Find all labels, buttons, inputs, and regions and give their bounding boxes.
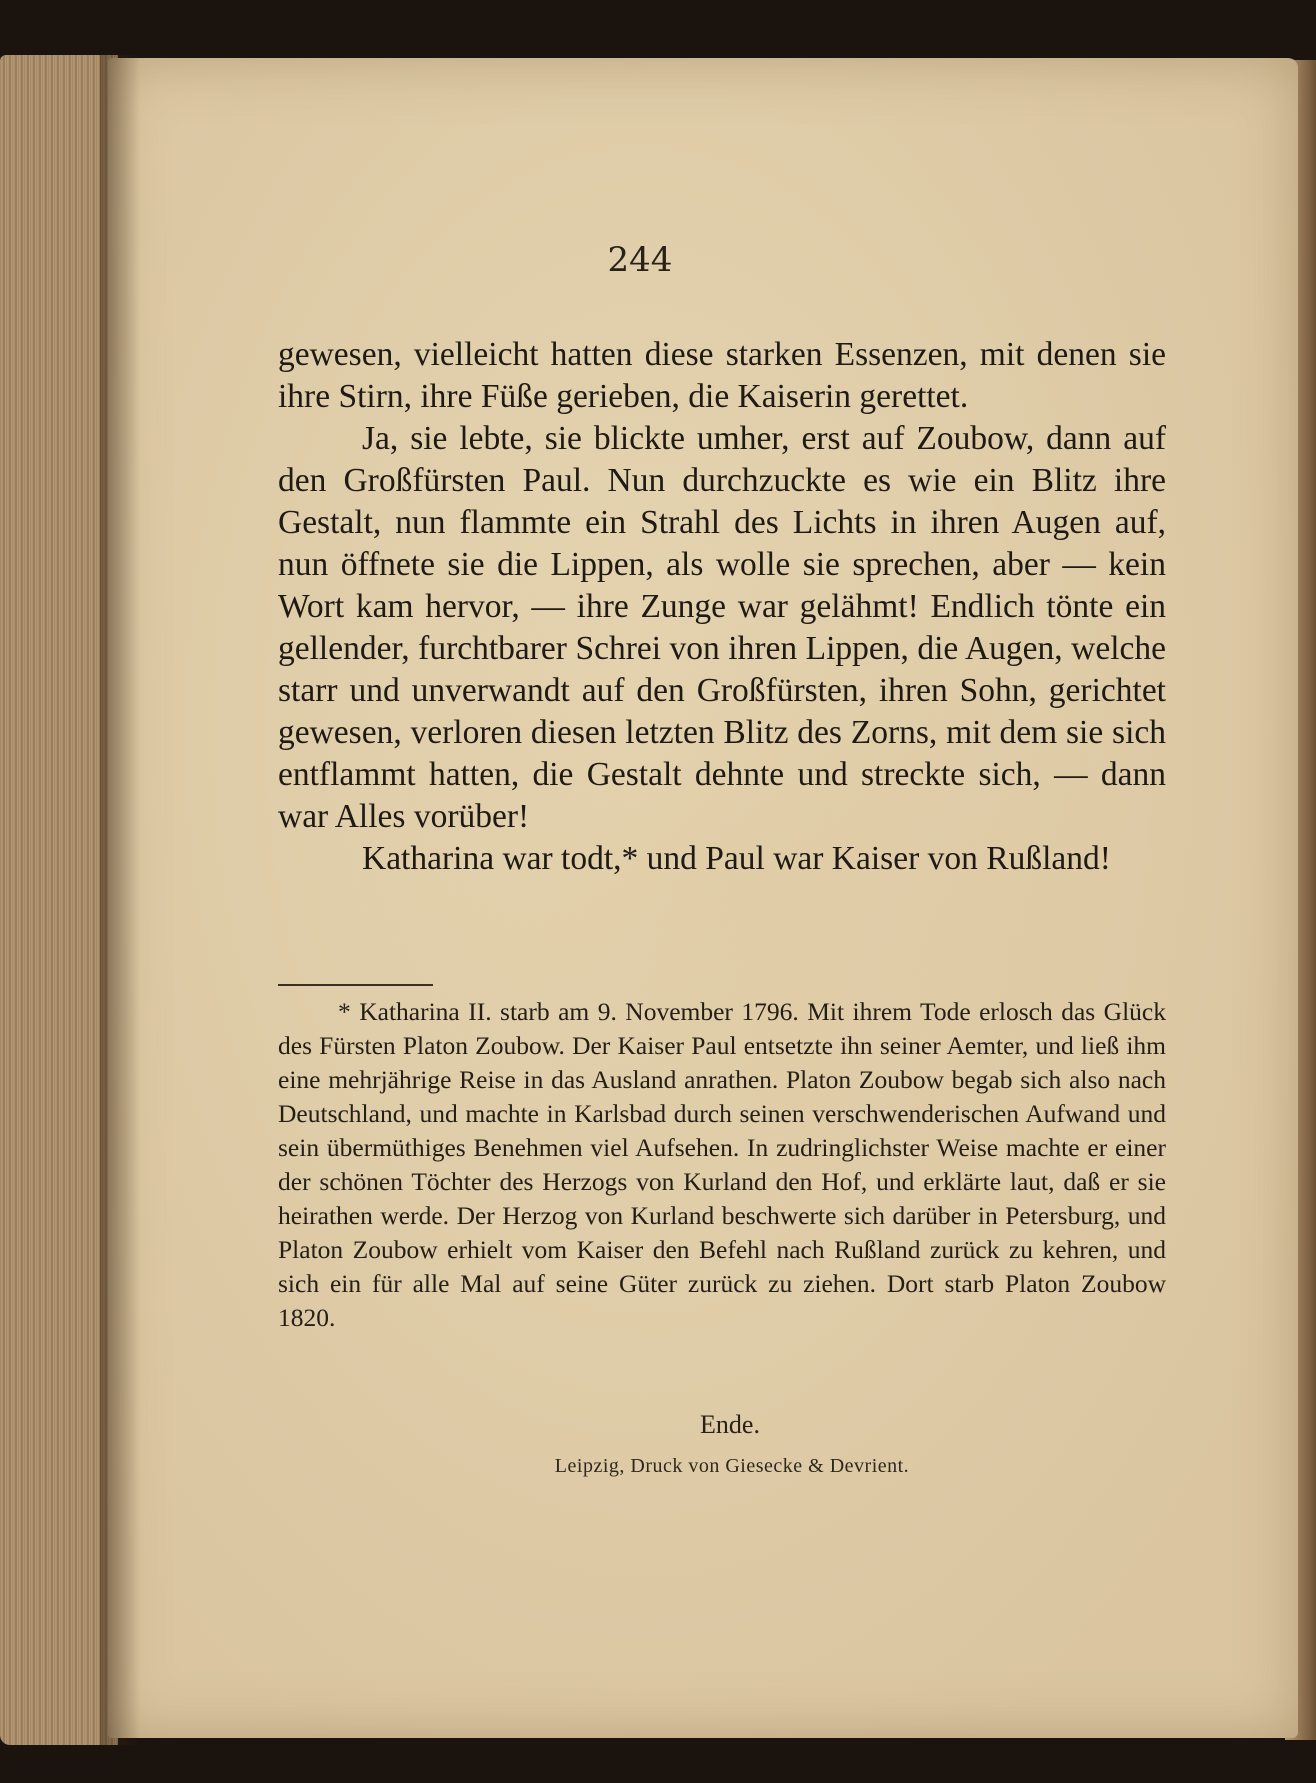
- footnote: [278, 995, 1166, 1335]
- footnote-rule: [278, 984, 433, 986]
- paragraph: Ja, sie lebte, sie blickte umher, erst auf Zoubow, dann auf den Großfürsten Paul. Nun durchzuckte es wie ein Blitz ihre Gestalt, nun flammte ein Strahl des Lichts in ihren Augen auf, nun öffnete sie die Lippen, als wolle sie sprechen, aber — kein Wort kam hervor, — ihre Zunge war gelähmt! Endlich tönte ein gellender, furchtbarer Schrei von ihren Lippen, die Augen, welche starr und unverwandt auf den Großfürsten, ihren Sohn, gerichtet gewesen, verloren diesen letzten Blitz des Zorns, mit dem sie sich entflammt hatten, die Gestalt dehnte und streckte sich, — dann war Alles vorüber!: [278, 420, 1166, 835]
- printer-imprint: Leipzig, Druck von Giesecke & Devrient.: [554, 1455, 910, 1477]
- paragraph: gewesen, vielleicht hatten diese starken Essenzen, mit denen sie ihre Stirn, ihre Füße gerieben, die Kaiserin gerettet.: [278, 336, 1166, 415]
- paragraph: Katharina war todt,* und Paul war Kaiser von Rußland!: [362, 840, 1111, 877]
- spine-shadow: [100, 55, 140, 1745]
- page-number: 244: [607, 240, 673, 280]
- book-page: [108, 58, 1298, 1738]
- footnote-text: * Katharina II. starb am 9. November 1796. Mit ihrem Tode erlosch das Glück des Fürsten Platon Zoubow. Der Kaiser Paul entsetzte ihn seiner Aemter, und ließ ihm eine mehrjährige Reise in das Ausland anrathen. Platon Zoubow begab sich also nach Deutschland, und machte in Karlsbad durch seinen verschwenderischen Aufwand und sein übermüthiges Benehmen viel Aufsehen. In zudringlichster Weise machte er einer der schönen Töchter des Herzogs von Kurland den Hof, und erklärte laut, daß er sie heirathen werde. Der Herzog von Kurland beschwerte sich darüber in Petersburg, und Platon Zoubow erhielt vom Kaiser den Befehl nach Rußland zurück zu kehren, und sich ein für alle Mal auf seine Güter zurück zu ziehen. Dort starb Platon Zoubow 1820.: [278, 997, 1166, 1332]
- scan-background-top: [0, 0, 1316, 60]
- end-mark: Ende.: [700, 1410, 760, 1439]
- main-text: [278, 334, 1166, 880]
